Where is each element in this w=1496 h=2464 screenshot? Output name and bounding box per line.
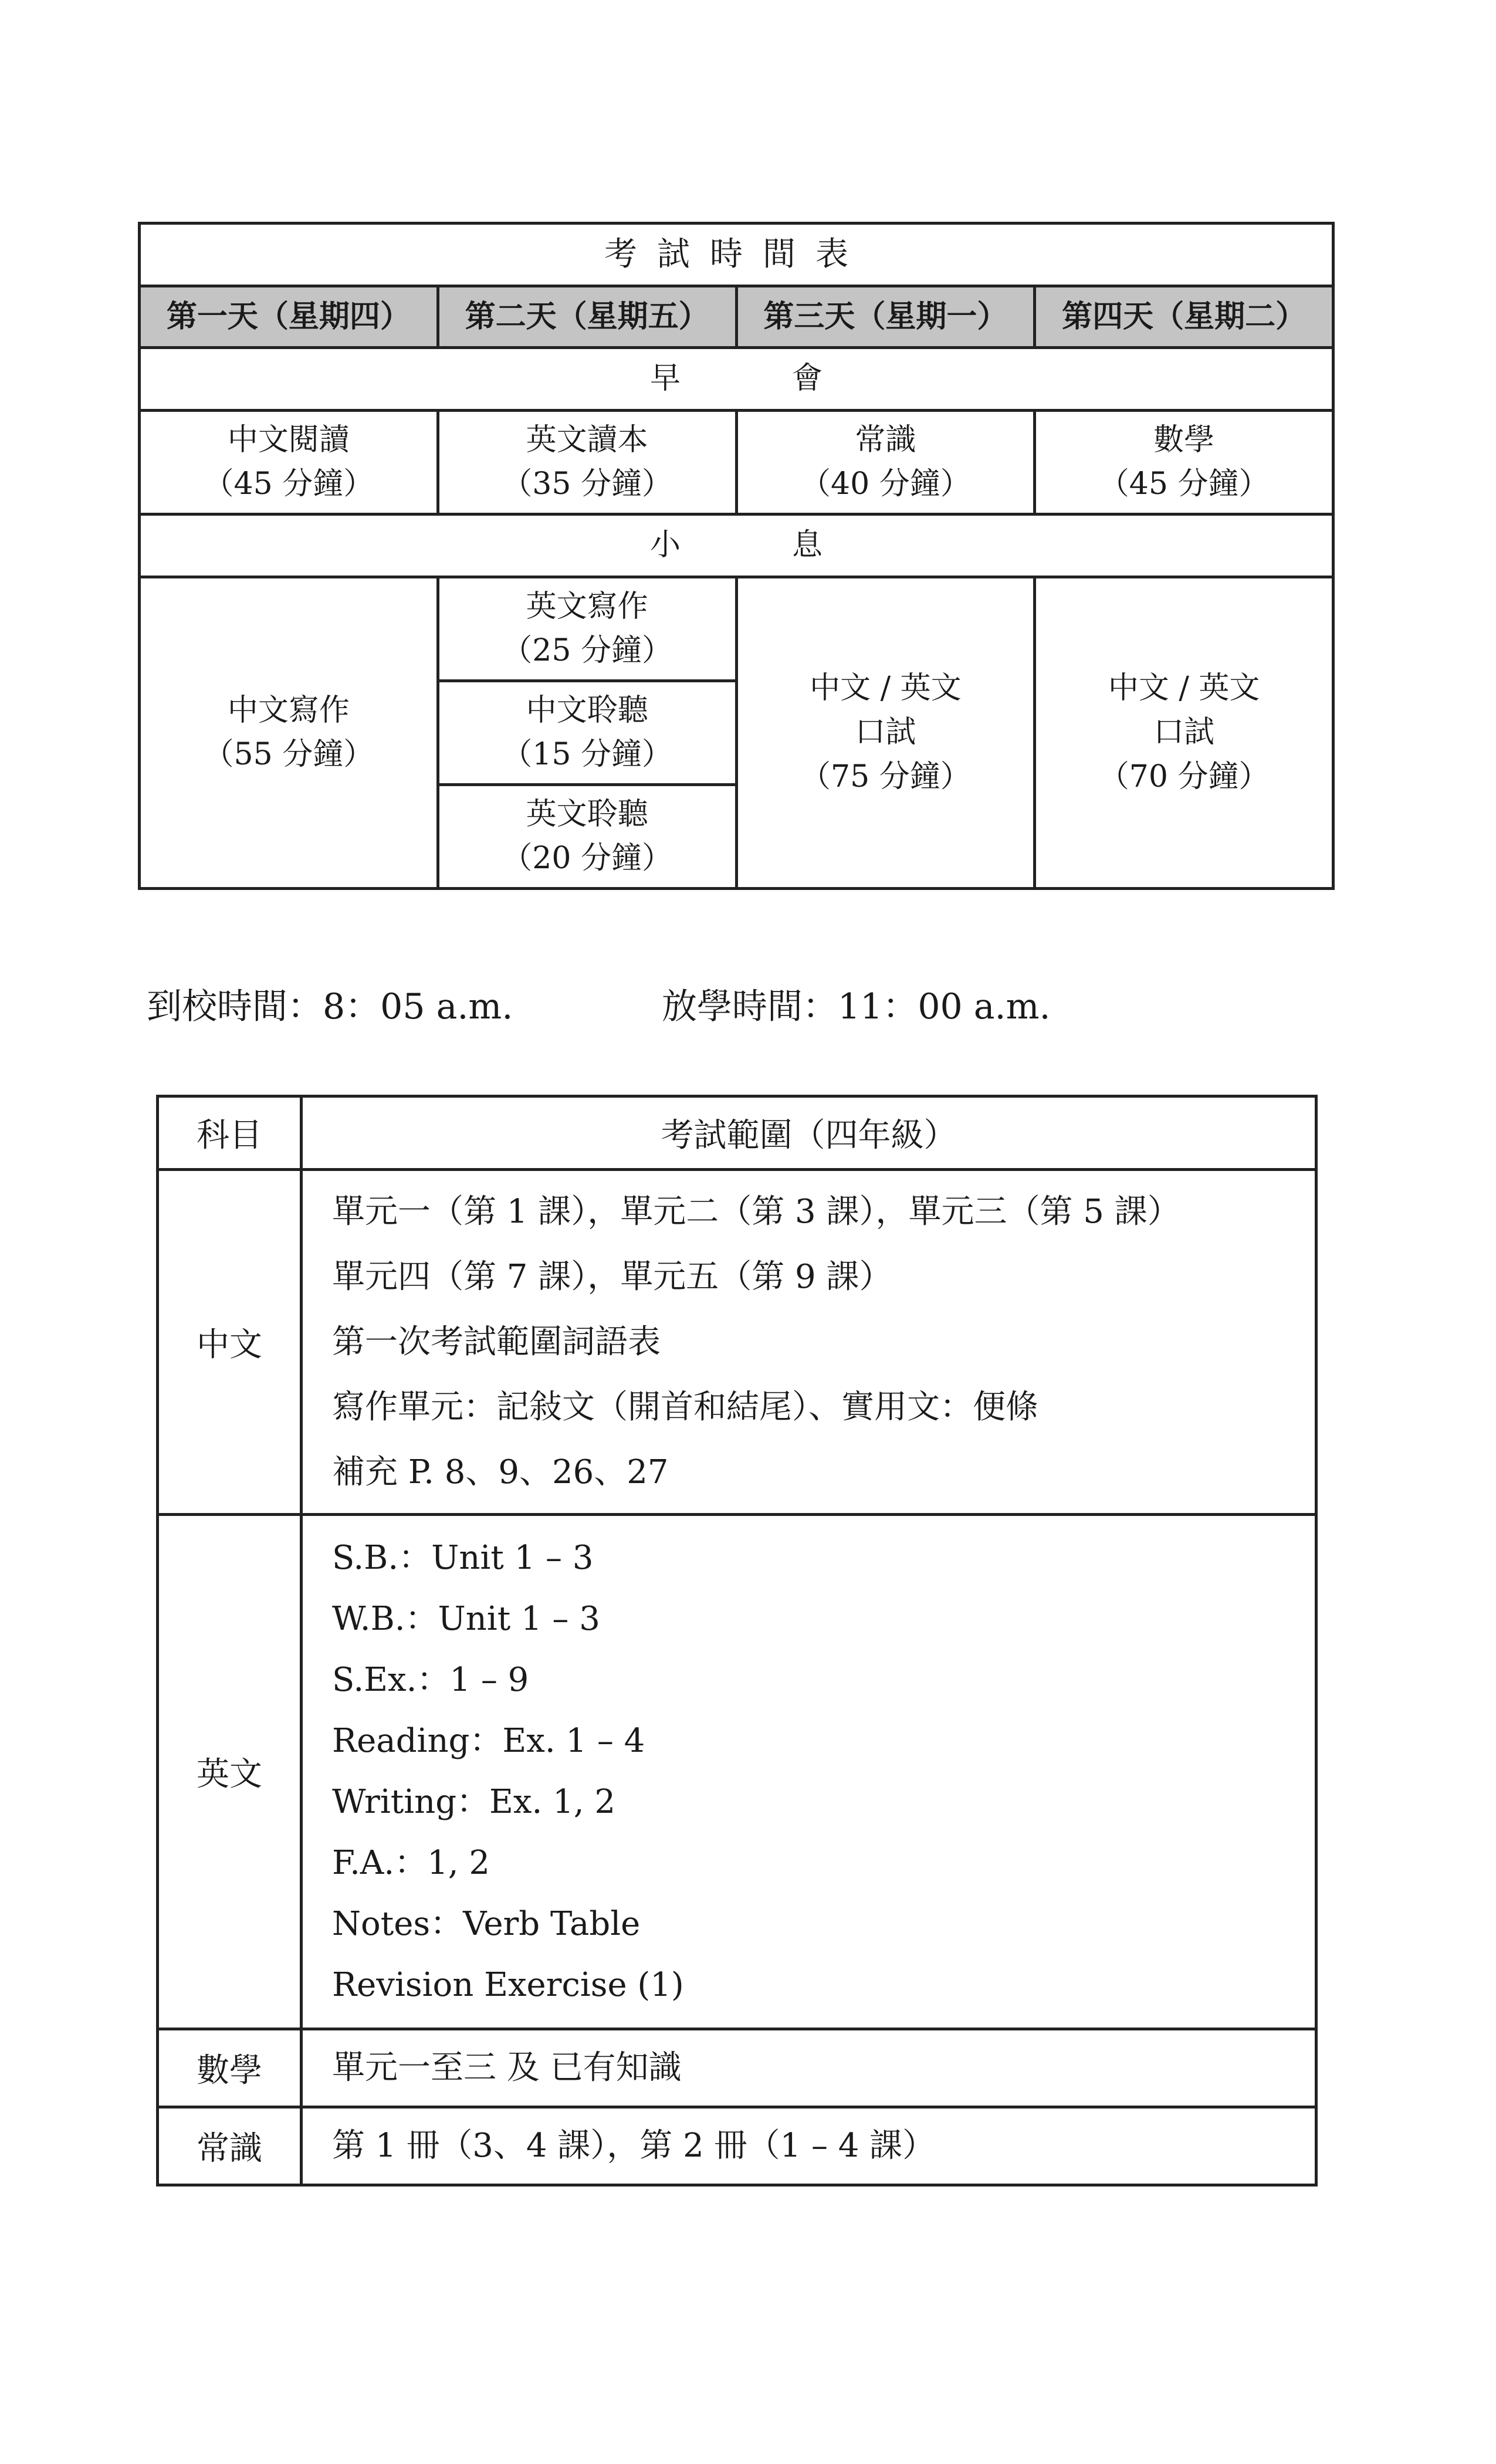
session2-day1-subject: 中文寫作	[227, 692, 350, 728]
dismissal-time: 放學時間：11：00 a.m.	[662, 986, 1051, 1027]
assembly-label-2: 會	[792, 361, 823, 397]
scope-chinese-content	[302, 1170, 1316, 1515]
scope-english-line-3: S.Ex.：1 – 9	[332, 1661, 529, 1699]
session2-day2-b	[438, 681, 736, 785]
session2-day2-a-subject: 英文寫作	[526, 588, 648, 624]
scope-gs-content: 第 1 冊（3、4 課），第 2 冊（1 – 4 課）	[302, 2107, 1316, 2185]
scope-english-line-1: S.B.：Unit 1 – 3	[332, 1539, 594, 1577]
scope-english-subject: 英文	[158, 1515, 302, 2029]
session2-day3-subject: 中文 / 英文	[810, 670, 962, 706]
scope-header-range: 考試範圍（四年級）	[302, 1096, 1316, 1170]
scope-english-line-2: W.B.：Unit 1 – 3	[332, 1600, 600, 1638]
assembly-row	[140, 348, 1333, 411]
break-row	[140, 515, 1333, 577]
scope-chinese-line-2: 單元四（第 7 課），單元五（第 9 課）	[332, 1258, 892, 1296]
day-3-header: 第三天（星期一）	[736, 286, 1035, 348]
session1-day4-subject: 數學	[1153, 422, 1215, 458]
break-label-2: 息	[792, 527, 823, 563]
session1-day4-duration: （45 分鐘）	[1098, 466, 1270, 502]
session1-day3-subject: 常識	[855, 422, 916, 458]
session2-day2-a	[438, 577, 736, 681]
assembly-label-1: 早	[649, 361, 681, 397]
scope-chinese-subject: 中文	[158, 1170, 302, 1515]
break-label-1: 小	[649, 527, 681, 563]
session1-day1-subject: 中文閱讀	[227, 422, 350, 458]
session1-day3	[736, 411, 1035, 515]
scope-english-line-5: Writing：Ex. 1, 2	[332, 1783, 615, 1821]
scope-math-content: 單元一至三 及 已有知識	[302, 2029, 1316, 2107]
session1-day1-duration: （45 分鐘）	[203, 466, 374, 502]
session2-day3-duration: （75 分鐘）	[800, 759, 971, 794]
scope-english-line-8: Revision Exercise (1)	[332, 1966, 684, 2004]
session1-day2	[438, 411, 736, 515]
scope-math-subject: 數學	[158, 2029, 302, 2107]
scope-chinese-line-1: 單元一（第 1 課），單元二（第 3 課），單元三（第 5 課）	[332, 1193, 1180, 1231]
scope-gs-subject: 常識	[158, 2107, 302, 2185]
scope-english-line-7: Notes：Verb Table	[332, 1905, 641, 1943]
scope-chinese-line-4: 寫作單元：記敍文（開首和結尾）、實用文：便條	[332, 1388, 1038, 1426]
session2-day2-c	[438, 785, 736, 889]
session1-day4	[1035, 411, 1333, 515]
scope-header-subject: 科目	[158, 1096, 302, 1170]
day-1-header: 第一天（星期四）	[140, 286, 438, 348]
session2-day3-subject2: 口試	[855, 715, 916, 750]
session2-day4-subject: 中文 / 英文	[1108, 670, 1260, 706]
session2-day2-b-duration: （15 分鐘）	[502, 737, 672, 772]
session2-day1-duration: （55 分鐘）	[203, 737, 374, 772]
session1-day3-duration: （40 分鐘）	[800, 466, 971, 502]
day-4-header: 第四天（星期二）	[1035, 286, 1333, 348]
session2-day4-duration: （70 分鐘）	[1098, 759, 1270, 794]
scope-chinese-line-3: 第一次考試範圍詞語表	[332, 1323, 661, 1361]
session2-day2-c-duration: （20 分鐘）	[502, 841, 672, 876]
scope-english-line-4: Reading：Ex. 1 – 4	[332, 1722, 645, 1760]
exam-scope-table	[156, 1095, 1318, 2187]
scope-english-line-6: F.A.：1, 2	[332, 1844, 490, 1882]
timetable-title: 考試時間表	[140, 224, 1333, 286]
session1-day2-duration: （35 分鐘）	[502, 466, 672, 502]
session2-day4	[1035, 577, 1333, 889]
session1-day2-subject: 英文讀本	[526, 422, 648, 458]
session2-day2-c-subject: 英文聆聽	[526, 796, 648, 832]
day-2-header: 第二天（星期五）	[438, 286, 736, 348]
exam-timetable	[138, 222, 1335, 890]
session2-day1	[140, 577, 438, 889]
session2-day2-a-duration: （25 分鐘）	[502, 633, 672, 668]
scope-chinese-line-5: 補充 P. 8、9、26、27	[332, 1453, 669, 1491]
session2-day3	[736, 577, 1035, 889]
session1-day1	[140, 411, 438, 515]
scope-english-content	[302, 1515, 1316, 2029]
session2-day4-subject2: 口試	[1153, 715, 1215, 750]
session2-day2-b-subject: 中文聆聽	[526, 692, 648, 728]
arrival-time: 到校時間：8：05 a.m.	[147, 986, 513, 1027]
